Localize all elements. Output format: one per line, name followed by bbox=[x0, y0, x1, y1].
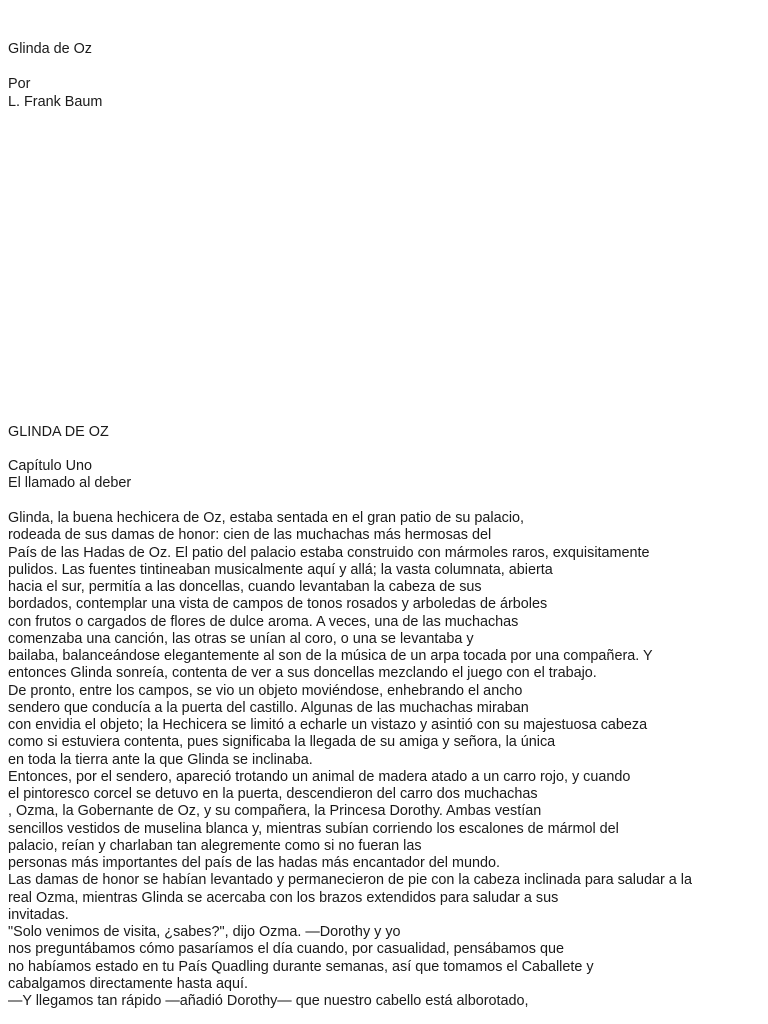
body-line: hacia el sur, permitía a las doncellas, cuando levantaban la cabeza de sus bbox=[8, 579, 482, 595]
body-line: comenzaba una canción, las otras se unían al coro, o una se levantaba y bbox=[8, 630, 474, 647]
body-line: el pintoresco corcel se detuvo en la puerta, descendieron del carro dos muchachas bbox=[8, 786, 538, 802]
body-line: cabalgamos directamente hasta aquí. bbox=[8, 975, 248, 992]
body-line: en toda la tierra ante la que Glinda se inclinaba. bbox=[8, 751, 313, 768]
chapter-number: Capítulo Uno bbox=[8, 458, 92, 474]
body-line: invitadas. bbox=[8, 906, 69, 923]
body-line: Las damas de honor se habían levantado y permanecieron de pie con la cabeza inclinada para saludar a la bbox=[8, 872, 693, 889]
body-line: como si estuviera contenta, pues significaba la llegada de su amiga y señora, la única bbox=[8, 734, 556, 751]
body-line: rodeada de sus damas de honor: cien de las muchachas más hermosas del bbox=[8, 527, 492, 544]
body-line: con envidia el objeto; la Hechicera se limitó a echarle un vistazo y asintió con su majestuosa cabeza bbox=[8, 717, 648, 733]
body-line: sendero que conducía a la puerta del castillo. Algunas de las muchachas miraban bbox=[8, 699, 529, 716]
body-line: real Ozma, mientras Glinda se acercaba con los brazos extendidos para saludar a sus bbox=[8, 889, 559, 906]
body-line: , Ozma, la Gobernante de Oz, y su compañera, la Princesa Dorothy. Ambas vestían bbox=[8, 803, 542, 820]
body-line: con frutos o cargados de flores de dulce aroma. A veces, una de las muchachas bbox=[8, 613, 519, 630]
body-line: —Y llegamos tan rápido —añadió Dorothy— que nuestro cabello está alborotado, bbox=[8, 993, 529, 1009]
body-line: palacio, reían y charlaban tan alegremente como si no fueran las bbox=[8, 837, 422, 854]
body-line: País de las Hadas de Oz. El patio del palacio estaba construido con mármoles raros, exquisitamente bbox=[8, 544, 650, 561]
book-title: Glinda de Oz bbox=[8, 41, 92, 57]
body-line: bailaba, balanceándose elegantemente al son de la música de un arpa tocada por una compañera. Y bbox=[8, 648, 653, 664]
chapter-book-title: GLINDA DE OZ bbox=[8, 424, 109, 440]
author-name: L. Frank Baum bbox=[8, 94, 103, 110]
body-line: nos preguntábamos cómo pasaríamos el día cuando, por casualidad, pensábamos que bbox=[8, 941, 564, 958]
body-line: Glinda, la buena hechicera de Oz, estaba sentada en el gran patio de su palacio, bbox=[8, 510, 525, 526]
body-line: no habíamos estado en tu País Quadling durante semanas, así que tomamos el Caballete y bbox=[8, 958, 594, 975]
body-line: sencillos vestidos de muselina blanca y, mientras subían corriendo los escalones de mármol del bbox=[8, 820, 619, 837]
byline-label: Por bbox=[8, 76, 31, 92]
body-line: De pronto, entre los campos, se vio un objeto moviéndose, enhebrando el ancho bbox=[8, 682, 523, 699]
chapter-title: El llamado al deber bbox=[8, 475, 132, 491]
body-line: bordados, contemplar una vista de campos de tonos rosados y arboledas de árboles bbox=[8, 596, 548, 613]
body-line: entonces Glinda sonreía, contenta de ver a sus doncellas mezclando el juego con el trabajo. bbox=[8, 665, 597, 682]
body-line: personas más importantes del país de las hadas más encantador del mundo. bbox=[8, 855, 500, 871]
body-line: Entonces, por el sendero, apareció trotando un animal de madera atado a un carro rojo, y cuando bbox=[8, 768, 631, 785]
body-line: pulidos. Las fuentes tintineaban musicalmente aquí y allá; la vasta columnata, abierta bbox=[8, 561, 553, 578]
body-line: "Solo venimos de visita, ¿sabes?", dijo Ozma. —Dorothy y yo bbox=[8, 924, 401, 940]
